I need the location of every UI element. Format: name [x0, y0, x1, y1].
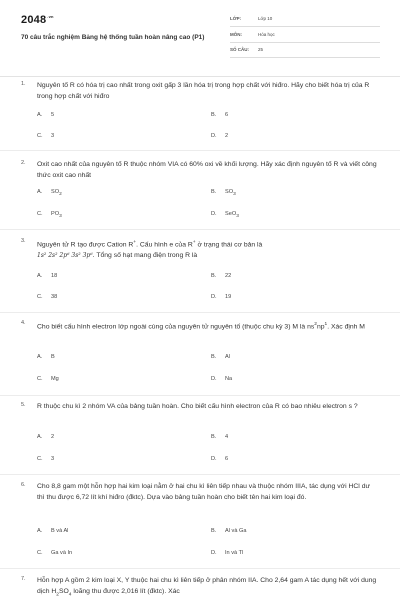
question-5	[21, 402, 383, 482]
option-d[interactable]: D. SeO3	[211, 211, 239, 220]
question-number: 1.	[21, 81, 26, 87]
option-c[interactable]: C. 3	[37, 456, 55, 462]
question-text: Cho biết cấu hình electron lớp ngoài cùng của nguyên tử nguyên tố (thuộc chu kỳ 3) M là $ns^2np^1$. Xác định M	[37, 322, 365, 331]
question-text: Cho 8,8 gam một hỗn hợp hai kim loại nằm ở hai chu kì liên tiếp nhau và thuộc nhóm IIIA, tác dụng với HCl dư thì thu được 6,72 lít khí hiđro (đktc). Dựa vào bảng tuần hoàn cho biết tên hai kim loại đó.	[37, 483, 371, 501]
electron-configuration: 1s² 2s² 2p⁶ 3s² 3p⁶	[37, 251, 93, 259]
option-b[interactable]: B. Al	[211, 354, 230, 360]
option-c[interactable]: C. Ga và In	[37, 550, 73, 556]
option-a[interactable]: A. 2	[37, 434, 55, 440]
meta-value: Lớp 10	[258, 16, 273, 21]
question-divider	[0, 568, 400, 569]
question-text: R thuộc chu kì 2 nhóm VA của bảng tuần hoàn. Cho biết cấu hình electron của R có bao nhiêu electron s ?	[37, 403, 358, 410]
option-a[interactable]: A. 5	[37, 112, 55, 118]
meta-key: MÔN:	[230, 32, 242, 37]
meta-value: Hóa học	[258, 32, 275, 37]
option-d[interactable]: D. 19	[211, 294, 232, 300]
question-6	[21, 482, 383, 572]
meta-value: 25	[258, 47, 264, 52]
option-c[interactable]: C. 3	[37, 133, 55, 139]
question-number: 7.	[21, 576, 26, 582]
option-d[interactable]: D. 6	[211, 456, 229, 462]
question-4	[21, 320, 383, 400]
question-number: 3.	[21, 238, 26, 244]
question-number: 5.	[21, 402, 26, 408]
option-b[interactable]: B. 6	[211, 112, 229, 118]
question-divider	[0, 150, 400, 151]
header-divider	[0, 76, 400, 77]
question-divider	[0, 474, 400, 475]
option-b[interactable]: B. 4	[211, 434, 229, 440]
question-3	[21, 238, 383, 318]
option-a[interactable]: A. B	[37, 354, 55, 360]
question-text: Hỗn hợp A gồm 2 kim loại X, Y thuộc hai chu kì liên tiếp ở phân nhóm IIA. Cho 2,64 gam A tác dụng hết với dung dịch $H_2SO_4$ loãng thu được 2,016 lít (đktc). Xác	[37, 577, 377, 597]
option-d[interactable]: D. Na	[211, 376, 233, 382]
question-text: Nguyên tử R tạo được Cation R+. Cấu hình e của R+ ở trạng thái cơ bản là 1s² 2s² 2p⁶ 3s² 3p⁶. Tổng số hạt mang điện trong R là	[37, 240, 263, 259]
question-divider	[0, 395, 400, 396]
meta-key: LỚP:	[230, 16, 242, 21]
question-text: Oxit cao nhất của nguyên tố R thuộc nhóm VIA có 60% oxi về khối lượng. Hãy xác định nguyên tố R và viết công thức oxit cao nhất	[37, 161, 377, 179]
option-d[interactable]: D. 2	[211, 133, 229, 139]
question-number: 2.	[21, 160, 26, 166]
meta-row-subject	[230, 30, 380, 43]
option-d[interactable]: D. In và Tl	[211, 550, 244, 556]
question-2	[21, 160, 383, 240]
site-logo[interactable]: $2048^{.vn}$	[21, 14, 54, 26]
meta-key: SỐ CÂU:	[230, 47, 249, 52]
question-divider	[0, 229, 400, 230]
option-b[interactable]: B. SO3	[211, 189, 236, 198]
header	[0, 0, 400, 70]
question-number: 6.	[21, 482, 26, 488]
question-1	[21, 81, 383, 161]
option-b[interactable]: B. 22	[211, 273, 232, 279]
question-number: 4.	[21, 320, 26, 326]
meta-row-class	[230, 14, 380, 27]
question-text: Nguyên tố R có hóa trị cao nhất trong oxit gấp 3 lần hóa trị trong hợp chất với hiđro. Hãy cho biết hóa trị của R trong hợp chất với hiđro	[37, 82, 370, 100]
option-c[interactable]: C. PO3	[37, 211, 62, 220]
option-a[interactable]: A. 18	[37, 273, 58, 279]
option-b[interactable]: B. Al và Ga	[211, 528, 247, 534]
question-divider	[0, 312, 400, 313]
option-c[interactable]: C. 38	[37, 294, 58, 300]
meta-row-count	[230, 45, 380, 58]
question-7	[21, 576, 383, 600]
document-title: 70 câu trắc nghiệm Bảng hệ thống tuần hoàn nâng cao (P1)	[21, 34, 205, 41]
option-a[interactable]: A. SO2	[37, 189, 62, 198]
option-c[interactable]: C. Mg	[37, 376, 59, 382]
option-a[interactable]: A. B và Al	[37, 528, 69, 534]
